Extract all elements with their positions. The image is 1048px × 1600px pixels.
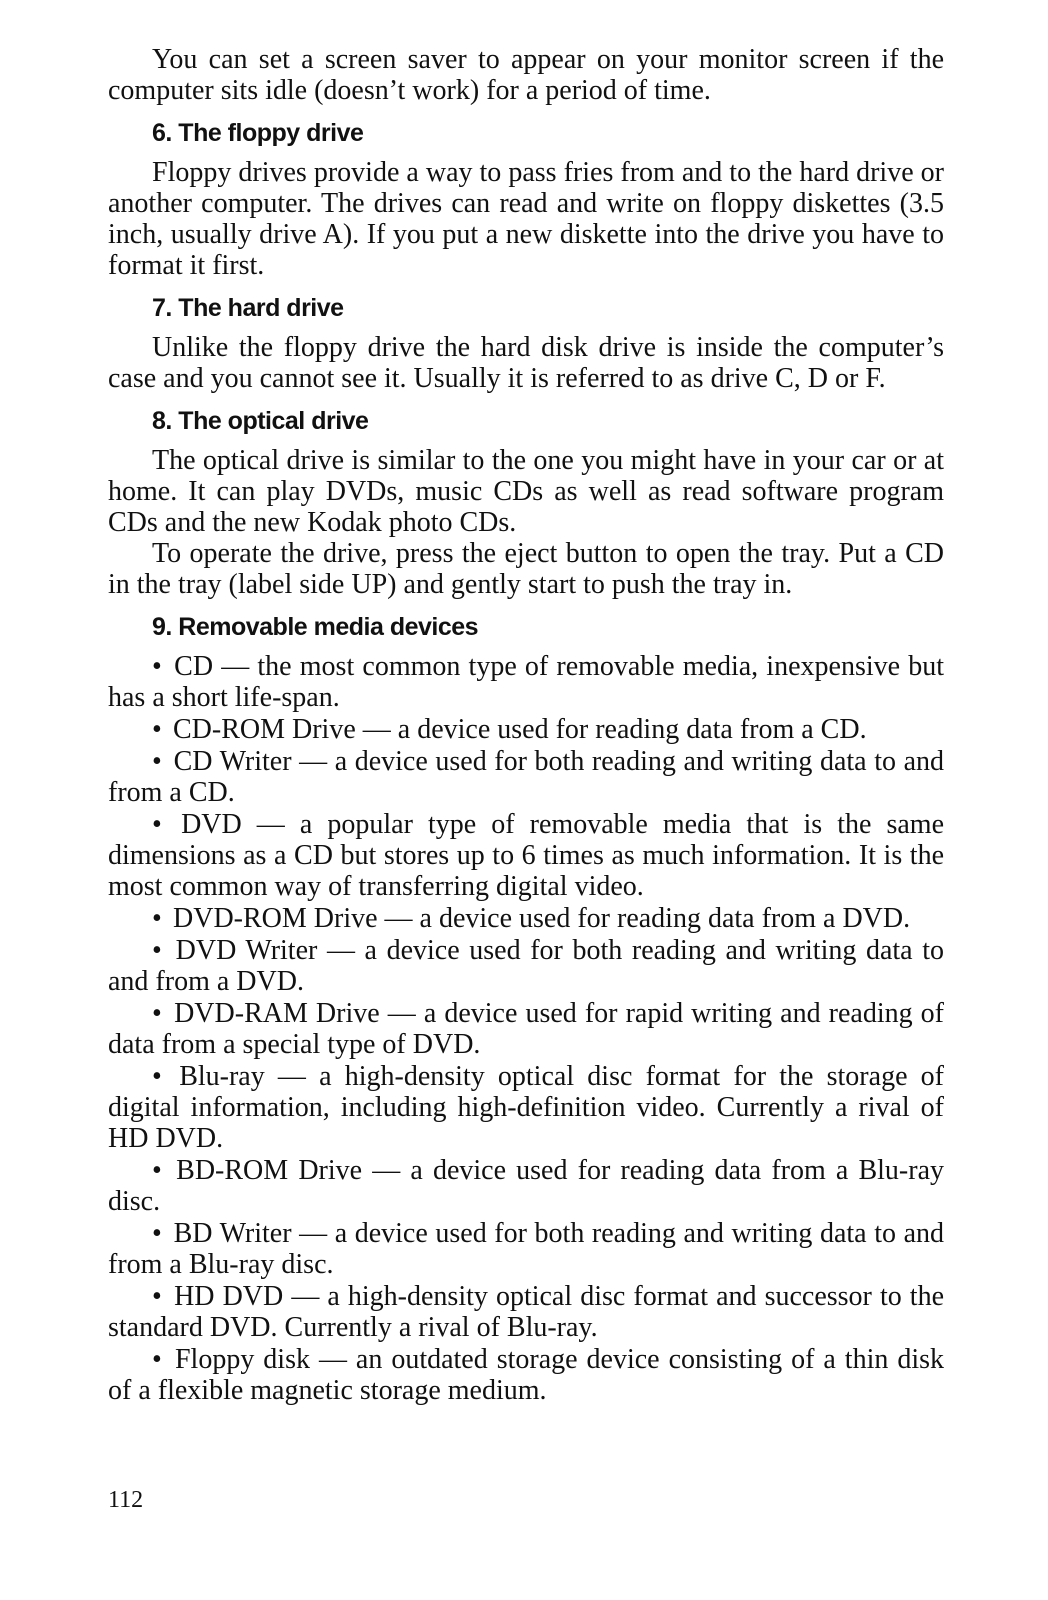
bullet-icon: • xyxy=(152,1155,162,1186)
list-item-text: Floppy disk — an outdated storage device consisting of a thin disk of a flexible magnetic storage medium. xyxy=(108,1344,945,1406)
page-body xyxy=(108,44,944,1407)
list-item-text: CD-ROM Drive — a device used for reading data from a CD. xyxy=(173,714,867,745)
bullet-icon: • xyxy=(152,1344,162,1375)
section-heading-floppy-drive: 6. The floppy drive xyxy=(152,119,364,147)
section-heading-removable-media: 9. Removable media devices xyxy=(152,613,479,641)
list-item-text: Blu-ray — a high-density optical disc format for the storage of digital information, including high-definition video. Currently a rival of HD DVD. xyxy=(108,1061,945,1154)
list-item xyxy=(108,1281,944,1343)
hard-drive-paragraph: Unlike the floppy drive the hard disk drive is inside the computer’s case and you cannot see it. Usually it is referred to as drive C, D or F. xyxy=(108,332,944,394)
list-item xyxy=(108,809,944,902)
list-item xyxy=(108,1218,944,1280)
list-item-text: CD — the most common type of removable media, inexpensive but has a short life-span. xyxy=(108,651,944,713)
bullet-icon: • xyxy=(152,651,162,682)
list-item xyxy=(108,903,944,934)
list-item-text: DVD-RAM Drive — a device used for rapid writing and reading of data from a special type of DVD. xyxy=(108,998,944,1060)
bullet-icon: • xyxy=(152,998,162,1029)
list-item-text: DVD-ROM Drive — a device used for reading data from a DVD. xyxy=(173,903,911,934)
floppy-drive-paragraph: Floppy drives provide a way to pass fries from and to the hard drive or another computer. The drives can read and write on floppy diskettes (3.5 inch, usually drive A). If you put a new diskette into the drive you have to format it first. xyxy=(108,157,944,281)
list-item xyxy=(108,935,944,997)
optical-drive-paragraph-1: The optical drive is similar to the one you might have in your car or at home. It can play DVDs, music CDs as well as read software program CDs and the new Kodak photo CDs. xyxy=(108,445,944,538)
bullet-icon: • xyxy=(152,935,162,966)
list-item-text: BD-ROM Drive — a device used for reading data from a Blu-ray disc. xyxy=(108,1155,944,1217)
bullet-icon: • xyxy=(152,714,162,745)
list-item xyxy=(108,1155,944,1217)
bullet-icon: • xyxy=(152,1281,162,1312)
bullet-icon: • xyxy=(152,746,162,777)
list-item xyxy=(108,1061,944,1154)
list-item xyxy=(108,998,944,1060)
section-heading-optical-drive: 8. The optical drive xyxy=(152,407,369,435)
list-item-text: CD Writer — a device used for both reading and writing data to and from a CD. xyxy=(108,746,944,808)
intro-paragraph: You can set a screen saver to appear on your monitor screen if the computer sits idle (doesn’t work) for a period of time. xyxy=(108,44,944,106)
list-item-text: DVD — a popular type of removable media that is the same dimensions as a CD but stores up to 6 times as much information. It is the most common way of transferring digital video. xyxy=(108,809,944,902)
optical-drive-paragraph-2: To operate the drive, press the eject button to open the tray. Put a CD in the tray (label side UP) and gently start to push the tray in. xyxy=(108,538,944,600)
list-item-text: DVD Writer — a device used for both reading and writing data to and from a DVD. xyxy=(108,935,945,997)
list-item-text: HD DVD — a high-density optical disc format and successor to the standard DVD. Currently a rival of Blu-ray. xyxy=(108,1281,944,1343)
list-item xyxy=(108,651,944,713)
bullet-icon: • xyxy=(152,809,162,840)
list-item xyxy=(108,714,944,745)
section-heading-hard-drive: 7. The hard drive xyxy=(152,294,344,322)
bullet-icon: • xyxy=(152,1061,162,1092)
list-item xyxy=(108,1344,944,1406)
bullet-icon: • xyxy=(152,903,162,934)
bullet-icon: • xyxy=(152,1218,162,1249)
list-item-text: BD Writer — a device used for both reading and writing data to and from a Blu-ray disc. xyxy=(108,1218,944,1280)
removable-media-list xyxy=(108,651,944,1406)
list-item xyxy=(108,746,944,808)
page-number: 112 xyxy=(108,1487,144,1513)
